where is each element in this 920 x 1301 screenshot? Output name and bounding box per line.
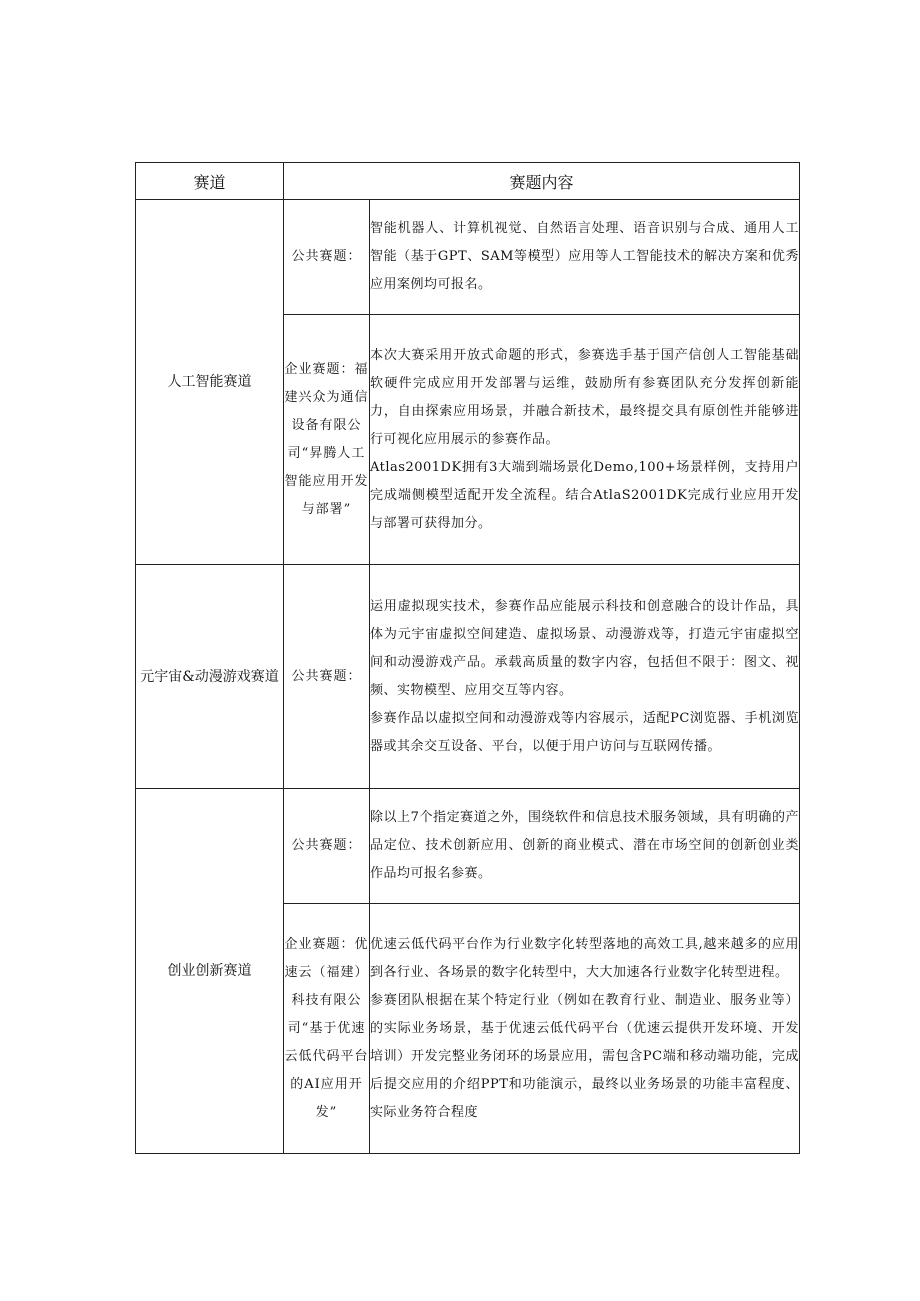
topic-paragraph: 本次大赛采用开放式命题的形式，参赛选手基于国产信创人工智能基础软硬件完成应用开发部署与运维，鼓励所有参赛团队充分发挥创新能力，自由探索应用场景，并融合新技术，最终提交具有原创性并能够进行可视化应用展示的参赛作品。 xyxy=(370,347,800,447)
enterprise-topic-text xyxy=(370,315,800,565)
public-topic-text xyxy=(370,200,800,315)
topic-paragraph: 运用虚拟现实技术，参赛作品应能展示科技和创意融合的设计作品，具体为元宇宙虚拟空间建造、虚拟场景、动漫游戏等，打造元宇宙虚拟空间和动漫游戏产品。承载高质量的数字内容，包括但不限于：图文、视频、实物模型、应用交互等内容。 xyxy=(370,598,800,698)
enterprise-topic-label: 企业赛题：优速云（福建）科技有限公司“基于优速云低代码平台的AI应用开发” xyxy=(284,904,370,1154)
topic-paragraph: 智能机器人、计算机视觉、自然语言处理、语音识别与合成、通用人工智能（基于GPT、SAM等模型）应用等人工智能技术的解决方案和优秀应用案例均可报名。 xyxy=(370,221,800,292)
public-topic-label: 公共赛题： xyxy=(284,200,370,315)
track-name-ai: 人工智能赛道 xyxy=(136,200,284,565)
track-name-innovation: 创业创新赛道 xyxy=(136,789,284,1154)
topic-paragraph: 优速云低代码平台作为行业数字化转型落地的高效工具,越来越多的应用到各行业、各场景的数字化转型中，大大加速各行业数字化转型进程。 xyxy=(370,936,800,980)
enterprise-topic-text xyxy=(370,904,800,1154)
table-header-row xyxy=(136,163,800,200)
table-row xyxy=(136,789,800,904)
table-row xyxy=(136,565,800,789)
public-topic-label: 公共赛题： xyxy=(284,565,370,789)
topic-paragraph: 参赛团队根据在某个特定行业（例如在教育行业、制造业、服务业等）的实际业务场景，基于优速云低代码平台（优速云提供开发环境、开发培训）开发完整业务闭环的场景应用，需包含PC端和移动端功能，完成后提交应用的介绍PPT和功能演示，最终以业务场景的功能丰富程度、实际业务符合程度 xyxy=(370,992,800,1120)
track-name-metaverse: 元宇宙&动漫游戏赛道 xyxy=(136,565,284,789)
table-row xyxy=(136,200,800,315)
header-track: 赛道 xyxy=(136,163,284,200)
public-topic-text xyxy=(370,789,800,904)
topic-paragraph: Atlas2001DK拥有3大端到端场景化Demo,100+场景样例，支持用户完成端侧模型适配开发全流程。结合AtlaS2001DK完成行业应用开发与部署可获得加分。 xyxy=(370,459,800,531)
header-content: 赛题内容 xyxy=(284,163,800,200)
topic-paragraph: 除以上7个指定赛道之外，围绕软件和信息技术服务领域，具有明确的产品定位、技术创新应用、创新的商业模式、潜在市场空间的创新创业类作品均可报名参赛。 xyxy=(370,810,800,881)
public-topic-label: 公共赛题： xyxy=(284,789,370,904)
enterprise-topic-label: 企业赛题：福建兴众为通信设备有限公司“昇腾人工智能应用开发与部署” xyxy=(284,315,370,565)
competition-table xyxy=(135,162,800,1154)
topic-paragraph: 参赛作品以虚拟空间和动漫游戏等内容展示，适配PC浏览器、手机浏览器或其余交互设备、平台，以便于用户访问与互联网传播。 xyxy=(370,710,800,754)
public-topic-text xyxy=(370,565,800,789)
